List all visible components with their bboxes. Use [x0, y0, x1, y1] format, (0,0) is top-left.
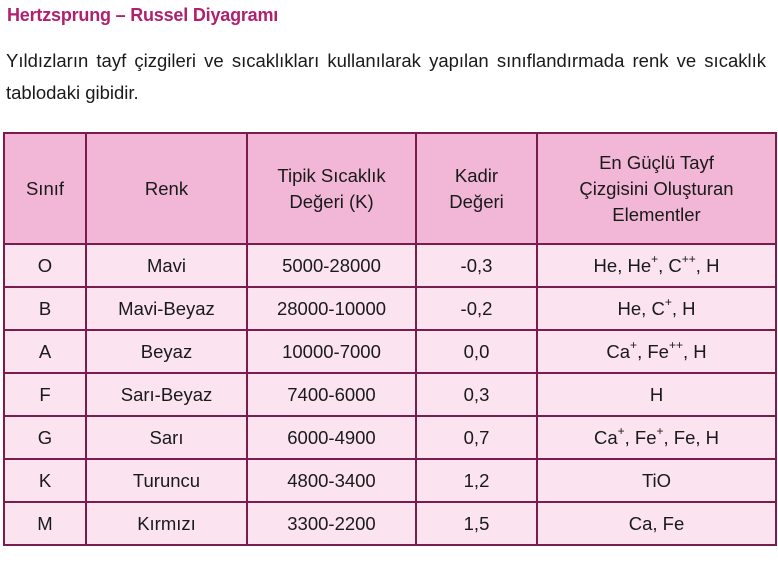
header-class — [4, 133, 86, 244]
star-classification-table — [3, 132, 777, 546]
table-body — [4, 244, 776, 545]
cell-temperature: 10000-7000 — [247, 330, 416, 373]
cell-magnitude: -0,3 — [416, 244, 537, 287]
cell-color: Mavi — [86, 244, 247, 287]
cell-class: B — [4, 287, 86, 330]
table-row — [4, 459, 776, 502]
element-text: , Fe, H — [663, 426, 720, 448]
cell-magnitude: 1,2 — [416, 459, 537, 502]
cell-temperature: 5000-28000 — [247, 244, 416, 287]
cell-class: A — [4, 330, 86, 373]
cell-magnitude: 0,0 — [416, 330, 537, 373]
element-text: , H — [671, 297, 696, 319]
element-text: He, He — [593, 254, 652, 276]
cell-temperature: 28000-10000 — [247, 287, 416, 330]
cell-magnitude: -0,2 — [416, 287, 537, 330]
cell-elements — [537, 287, 776, 330]
element-text: Ca — [606, 340, 631, 362]
cell-class: G — [4, 416, 86, 459]
header-class-label: Sınıf — [25, 177, 65, 199]
cell-magnitude: 1,5 — [416, 502, 537, 545]
header-temperature-line1: Tipik Sıcaklık — [277, 164, 386, 186]
element-charge: + — [656, 424, 664, 439]
table-row — [4, 416, 776, 459]
element-charge: + — [630, 338, 638, 353]
page-title: Hertzsprung – Russel Diyagramı — [7, 5, 279, 25]
element-text: He, C — [617, 297, 665, 319]
header-elements-line1: En Güçlü Tayf — [599, 151, 714, 173]
table-header-row — [4, 133, 776, 244]
cell-color: Turuncu — [86, 459, 247, 502]
cell-temperature: 3300-2200 — [247, 502, 416, 545]
cell-elements — [537, 459, 776, 502]
element-text: , Fe — [637, 340, 669, 362]
element-text: , H — [695, 254, 720, 276]
cell-elements — [537, 502, 776, 545]
cell-magnitude: 0,7 — [416, 416, 537, 459]
header-magnitude — [416, 133, 537, 244]
element-text: , Fe — [624, 426, 657, 448]
header-elements-line3: Elementler — [612, 203, 701, 225]
cell-elements — [537, 416, 776, 459]
element-text: H — [649, 383, 664, 405]
cell-color: Sarı-Beyaz — [86, 373, 247, 416]
element-charge: + — [617, 424, 625, 439]
cell-temperature: 7400-6000 — [247, 373, 416, 416]
cell-temperature: 4800-3400 — [247, 459, 416, 502]
intro-paragraph: Yıldızların tayf çizgileri ve sıcaklıkları kullanılarak yapılan sınıflandırmada renk ve sıcaklık tablodaki gibidir. — [6, 50, 766, 103]
cell-class: F — [4, 373, 86, 416]
element-charge: ++ — [681, 252, 696, 267]
cell-elements — [537, 330, 776, 373]
element-charge: ++ — [668, 338, 683, 353]
header-elements-line2: Çizgisini Oluşturan — [579, 177, 734, 199]
cell-temperature: 6000-4900 — [247, 416, 416, 459]
element-text: Ca, Fe — [628, 512, 685, 534]
cell-magnitude: 0,3 — [416, 373, 537, 416]
cell-elements — [537, 244, 776, 287]
header-color — [86, 133, 247, 244]
cell-class: K — [4, 459, 86, 502]
cell-color: Sarı — [86, 416, 247, 459]
table-row — [4, 287, 776, 330]
element-text: , H — [682, 340, 707, 362]
cell-color: Mavi-Beyaz — [86, 287, 247, 330]
element-charge: + — [651, 252, 659, 267]
header-temperature-line2: Değeri (K) — [289, 190, 374, 212]
table-row — [4, 502, 776, 545]
element-text: TiO — [641, 469, 672, 491]
header-elements — [537, 133, 776, 244]
table-row — [4, 244, 776, 287]
header-temperature — [247, 133, 416, 244]
cell-color: Beyaz — [86, 330, 247, 373]
element-charge: + — [664, 295, 672, 310]
element-text: Ca — [593, 426, 618, 448]
element-text: , C — [658, 254, 682, 276]
cell-elements — [537, 373, 776, 416]
cell-class: O — [4, 244, 86, 287]
table-row — [4, 373, 776, 416]
cell-color: Kırmızı — [86, 502, 247, 545]
table-row — [4, 330, 776, 373]
header-magnitude-line1: Kadir — [454, 164, 499, 186]
header-color-label: Renk — [144, 177, 189, 199]
header-magnitude-line2: Değeri — [449, 190, 504, 212]
cell-class: M — [4, 502, 86, 545]
